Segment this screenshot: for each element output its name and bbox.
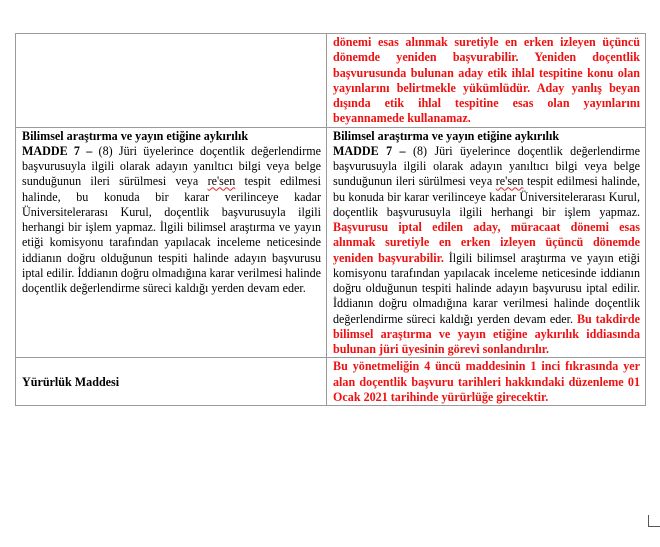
amendment-text: dönemi esas alınmak suretiyle en erken izleyen üçüncü dönemde yeniden başvurabilir. Yeniden doçentlik başvurusunda bulunan aday etik ihlal tespitine konu olan yayınlarını belirtmekle yükümlüdür. Aday yanlış beyan dışında etik ihlal tespitine esas olan yayınlarını beyannamede kullanamaz. — [333, 35, 640, 126]
table-cell-empty — [16, 34, 327, 128]
table-row — [16, 358, 646, 406]
article-label: MADDE 7 – — [22, 143, 93, 158]
table-cell — [327, 358, 646, 406]
table-cell — [327, 127, 646, 358]
amendment-text: Başvurusu iptal edilen aday, müracaat dönemi esas alınmak suretiyle en erken izleyen üçüncü dönemde yeniden başvurabilir. — [333, 220, 640, 265]
table-row — [16, 127, 646, 358]
section-title: Bilimsel araştırma ve yayın etiğine aykırılık — [333, 128, 560, 143]
table-cell — [16, 127, 327, 358]
amendment-text: Bu yönetmeliğin 4 üncü maddesinin 1 inci fıkrasında yer alan doçentlik başvuru tarihleri hakkındaki düzenleme 01 Ocak 2021 tarihinde yürürlüğe girecektir. — [333, 359, 640, 404]
comparison-table — [15, 33, 646, 406]
table-cell — [16, 358, 327, 406]
amendment-text: Bu takdirde bilimsel araştırma ve yayın etiğine aykırılık iddiasında bulunan jüri üyesinin görevi sonlandırılır. — [333, 311, 640, 356]
paragraph-text: tespit edilmesi halinde, bu konuda bir karar verilinceye kadar Üniversitelerarası Kurul, doçentlik başvurusuyla ilgili herhangi bir işlem yapmaz. — [333, 174, 640, 219]
article-label: MADDE 7 – — [333, 143, 406, 158]
section-title: Yürürlük Maddesi — [22, 374, 120, 389]
section-title: Bilimsel araştırma ve yayın etiğine aykırılık — [22, 128, 249, 143]
paragraph-text: İlgili bilimsel araştırma ve yayın etiği komisyonu tarafından yapılacak inceleme neticesinde iddianın doğru olduğunun tespiti halinde adayın başvurusu iptal edilir. İddianın doğru olmadığına karar verilmesi halinde doçentlik değerlendirme süreci kaldığı yerden devam eder. — [333, 250, 640, 326]
table-resize-handle[interactable] — [648, 515, 660, 527]
spellcheck-word: re'sen — [495, 174, 524, 189]
paragraph-text: tespit edilmesi halinde, bu konuda bir karar verilinceye kadar Üniversitelerarası Kurul, doçentlik başvurusuyla ilgili herhangi bir işlem yapmaz. İlgili bilimsel araştırma ve yayın etiği komisyonu tarafından yapılacak inceleme neticesinde iddianın doğru olduğunun tespiti halinde adayın başvurusu iptal edilir. İddianın doğru olmadığına karar verilmesi halinde doçentlik değerlendirme süreci kaldığı yerden devam eder. — [22, 174, 321, 295]
table-cell — [327, 34, 646, 128]
spellcheck-word: re'sen — [207, 174, 236, 189]
paragraph-text: (8) Jüri üyelerince doçentlik değerlendirme başvurusuyla ilgili olarak adayın yanıltıcı bilgi veya belge sunduğunun ileri sürülmesi veya — [22, 143, 322, 189]
table-row — [16, 34, 646, 128]
paragraph-text: (8) Jüri üyelerince doçentlik değerlendirme başvurusuyla ilgili olarak adayın yanıltıcı bilgi veya belge sunduğunun ileri sürülmesi veya — [333, 143, 641, 189]
